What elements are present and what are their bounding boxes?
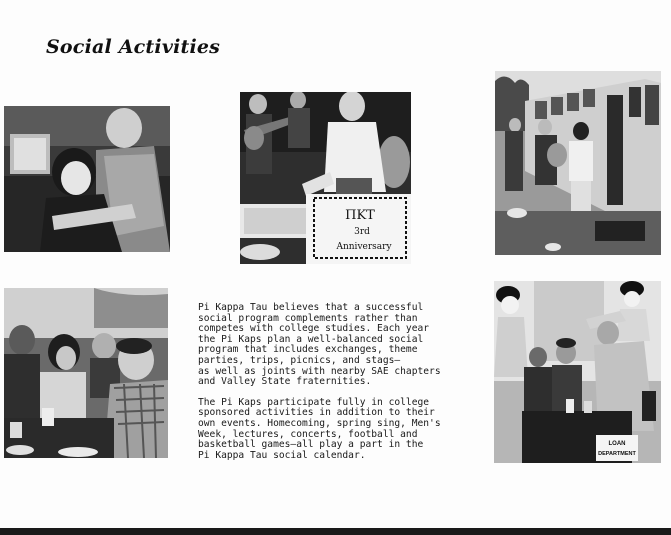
sign-department: DEPARTMENT [598, 451, 636, 457]
paragraph-college-activities: The Pi Kaps participate fully in college sponsored activities in addition to their own events. Homecoming, spring sing, Men's Week, lectures, concerts, football and basketball games—all play a part in the Pi Kappa Tau social calendar. [198, 396, 441, 461]
photo-bus-trip [495, 71, 661, 255]
article-text [198, 303, 470, 461]
cake-greek-letters: ΠKT [345, 208, 375, 223]
sign-loan: LOAN [608, 441, 626, 447]
photo-anniversary-cake [240, 92, 411, 264]
page-title: Social Activities [46, 36, 221, 58]
page-bottom-edge [0, 528, 671, 535]
photo-group-table [4, 288, 168, 458]
cake-anniversary: Anniversary [336, 242, 392, 252]
cake-ordinal: 3rd [354, 227, 370, 237]
photo-loan-booth [494, 281, 661, 463]
paragraph-social-program: Pi Kappa Tau believes that a successful social program complements rather than competes with college studies. Each year the Pi Kaps plan a well-balanced social program that includes exchanges, theme parties, trips, picnics, and stags— as well as joints with nearby SAE chapters and Valley State fraternities. [198, 302, 441, 388]
photo-couple-dancing [4, 106, 170, 252]
